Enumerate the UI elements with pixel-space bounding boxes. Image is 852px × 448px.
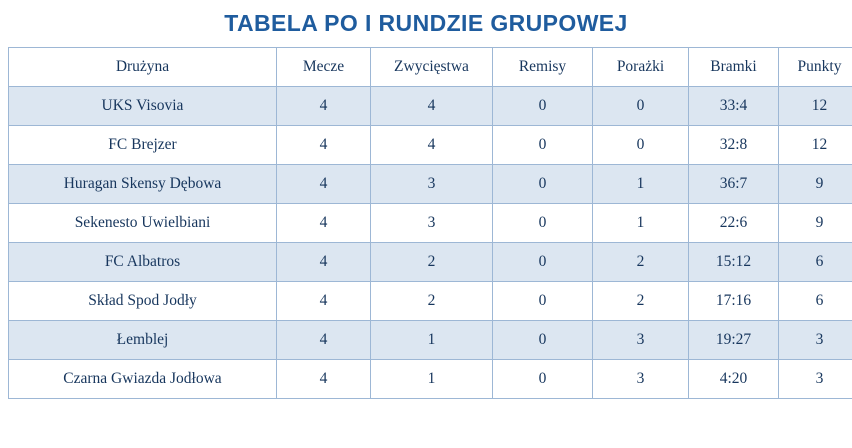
- cell-draws: 0: [493, 282, 593, 321]
- cell-losses: 3: [593, 321, 689, 360]
- cell-played: 4: [277, 204, 371, 243]
- cell-team: Skład Spod Jodły: [9, 282, 277, 321]
- cell-draws: 0: [493, 360, 593, 399]
- cell-played: 4: [277, 282, 371, 321]
- column-header-wins: Zwycięstwa: [371, 48, 493, 87]
- table-row: [9, 165, 852, 204]
- cell-draws: 0: [493, 87, 593, 126]
- cell-played: 4: [277, 165, 371, 204]
- cell-played: 4: [277, 321, 371, 360]
- cell-points: 12: [779, 126, 852, 165]
- table-row: [9, 360, 852, 399]
- cell-team: Czarna Gwiazda Jodłowa: [9, 360, 277, 399]
- cell-goals: 19:27: [689, 321, 779, 360]
- table-header-row: [9, 48, 852, 87]
- cell-goals: 22:6: [689, 204, 779, 243]
- cell-losses: 3: [593, 360, 689, 399]
- cell-points: 9: [779, 204, 852, 243]
- cell-team: Huragan Skensy Dębowa: [9, 165, 277, 204]
- cell-goals: 17:16: [689, 282, 779, 321]
- cell-wins: 3: [371, 204, 493, 243]
- cell-wins: 1: [371, 360, 493, 399]
- table-row: [9, 204, 852, 243]
- table-row: [9, 321, 852, 360]
- page-title: TABELA PO I RUNDZIE GRUPOWEJ: [224, 10, 628, 36]
- table-body: [9, 87, 852, 399]
- cell-goals: 33:4: [689, 87, 779, 126]
- cell-played: 4: [277, 126, 371, 165]
- cell-points: 3: [779, 321, 852, 360]
- cell-wins: 3: [371, 165, 493, 204]
- cell-points: 6: [779, 282, 852, 321]
- table-row: [9, 243, 852, 282]
- column-header-team: Drużyna: [9, 48, 277, 87]
- cell-draws: 0: [493, 243, 593, 282]
- cell-points: 6: [779, 243, 852, 282]
- cell-losses: 2: [593, 282, 689, 321]
- cell-points: 3: [779, 360, 852, 399]
- cell-played: 4: [277, 360, 371, 399]
- cell-goals: 4:20: [689, 360, 779, 399]
- column-header-losses: Porażki: [593, 48, 689, 87]
- cell-wins: 2: [371, 243, 493, 282]
- cell-team: UKS Visovia: [9, 87, 277, 126]
- cell-wins: 2: [371, 282, 493, 321]
- column-header-played: Mecze: [277, 48, 371, 87]
- cell-team: Łemblej: [9, 321, 277, 360]
- cell-team: FC Albatros: [9, 243, 277, 282]
- cell-draws: 0: [493, 204, 593, 243]
- cell-wins: 1: [371, 321, 493, 360]
- standings-table-container: [0, 47, 852, 399]
- cell-goals: 32:8: [689, 126, 779, 165]
- table-row: [9, 87, 852, 126]
- cell-played: 4: [277, 87, 371, 126]
- cell-draws: 0: [493, 321, 593, 360]
- cell-goals: 15:12: [689, 243, 779, 282]
- cell-wins: 4: [371, 87, 493, 126]
- cell-team: FC Brejzer: [9, 126, 277, 165]
- cell-draws: 0: [493, 165, 593, 204]
- cell-points: 9: [779, 165, 852, 204]
- cell-goals: 36:7: [689, 165, 779, 204]
- cell-losses: 1: [593, 204, 689, 243]
- column-header-goals: Bramki: [689, 48, 779, 87]
- cell-losses: 0: [593, 126, 689, 165]
- cell-team: Sekenesto Uwielbiani: [9, 204, 277, 243]
- column-header-points: Punkty: [779, 48, 852, 87]
- column-header-draws: Remisy: [493, 48, 593, 87]
- cell-wins: 4: [371, 126, 493, 165]
- cell-losses: 2: [593, 243, 689, 282]
- standings-table: [8, 47, 852, 399]
- cell-points: 12: [779, 87, 852, 126]
- table-row: [9, 282, 852, 321]
- table-row: [9, 126, 852, 165]
- cell-draws: 0: [493, 126, 593, 165]
- table-header: [9, 48, 852, 87]
- cell-played: 4: [277, 243, 371, 282]
- cell-losses: 1: [593, 165, 689, 204]
- cell-losses: 0: [593, 87, 689, 126]
